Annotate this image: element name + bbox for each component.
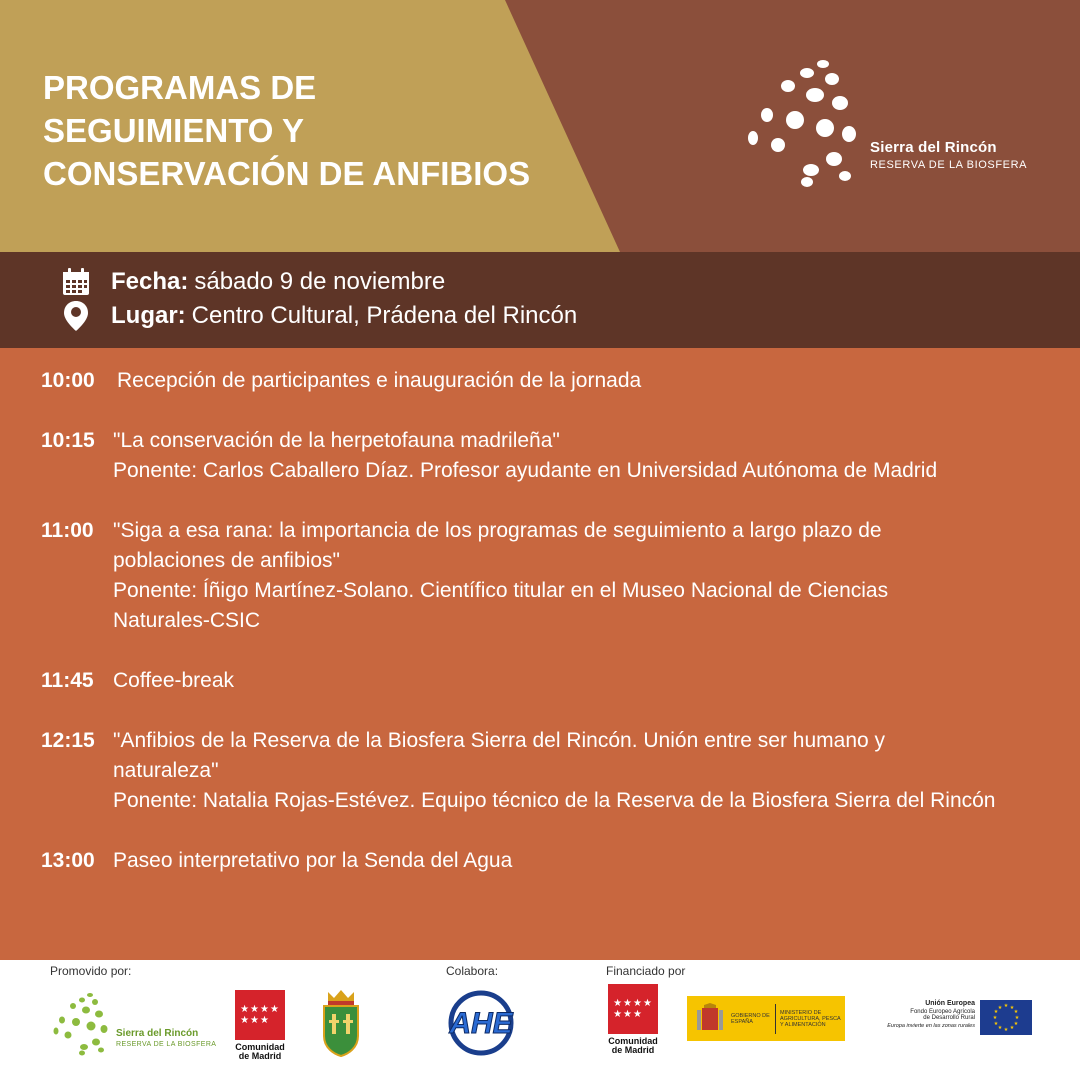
cm-line1: Comunidad — [608, 1036, 658, 1046]
svg-text:AHE: AHE — [449, 1007, 513, 1040]
svg-text:★: ★ — [997, 1005, 1003, 1011]
svg-text:★: ★ — [993, 1021, 999, 1027]
comunidad-de-madrid-logo — [235, 990, 285, 1061]
schedule-time: 12:15 — [41, 729, 95, 752]
green-dots-logo-icon — [52, 990, 112, 1060]
program-schedule — [0, 348, 1080, 960]
madrid-stars-icon: ★★★★ ★★★ — [235, 990, 285, 1040]
svg-text:★: ★ — [1003, 1027, 1009, 1033]
schedule-line: Naturales-CSIC — [113, 609, 261, 632]
eu-line3: Europa invierte en las zonas rurales — [887, 1023, 975, 1029]
schedule-line: Ponente: Carlos Caballero Díaz. Profesor ayudante en Universidad Autónoma de Madrid — [113, 459, 938, 482]
cm-line2: de Madrid — [611, 1045, 655, 1055]
header-banner — [0, 0, 1080, 252]
logo-name: Sierra del Rincón — [870, 139, 997, 156]
schedule-line: "La conservación de la herpetofauna madrileña" — [113, 429, 560, 452]
schedule-item — [41, 666, 1033, 696]
ministerio-text: MINISTERIO DE AGRICULTURA, PESCA Y ALIMENTACIÓN — [780, 1009, 841, 1028]
svg-text:★: ★ — [1013, 1021, 1019, 1027]
dots-logo-icon — [745, 55, 865, 195]
cm-line2: de Madrid — [238, 1051, 282, 1061]
date-row — [60, 265, 445, 299]
sierra-del-rincon-logo — [745, 55, 1045, 195]
sierra-del-rincon-footer-logo — [52, 990, 222, 1060]
date-value: sábado 9 de noviembre — [194, 268, 446, 295]
svg-text:★: ★ — [1009, 1005, 1015, 1011]
schedule-line: naturaleza" — [113, 759, 219, 782]
colabora-label: Colabora: — [446, 964, 499, 978]
title-line: CONSERVACIÓN DE ANFIBIOS — [43, 155, 531, 192]
title-line: SEGUIMIENTO Y — [43, 112, 305, 149]
schedule-item — [41, 516, 1033, 636]
ministerio-logo — [687, 996, 845, 1041]
calendar-icon — [60, 266, 92, 298]
schedule-line: Coffee-break — [113, 669, 235, 692]
schedule-time: 13:00 — [41, 849, 95, 872]
schedule-time: 11:45 — [41, 669, 94, 692]
date-label: Fecha: — [111, 268, 189, 295]
svg-text:★: ★ — [1003, 1003, 1009, 1009]
comunidad-de-madrid-logo — [608, 984, 658, 1055]
gobierno-text: GOBIERNO DE ESPAÑA — [731, 1012, 770, 1025]
spain-coat-of-arms-icon — [693, 1002, 727, 1036]
svg-text:★: ★ — [992, 1015, 998, 1021]
svg-text:★: ★ — [1013, 1009, 1019, 1015]
cm-line1: Comunidad — [235, 1042, 285, 1052]
svg-text:★: ★ — [993, 1009, 999, 1015]
schedule-line: Paseo interpretativo por la Senda del Agua — [113, 849, 513, 872]
event-info-bar — [0, 252, 1080, 348]
schedule-line: Ponente: Íñigo Martínez-Solano. Científico titular en el Museo Nacional de Ciencias — [113, 579, 889, 602]
svg-text:★: ★ — [1014, 1015, 1020, 1021]
pradena-coat-of-arms-icon — [320, 988, 362, 1063]
schedule-line: poblaciones de anfibios" — [113, 549, 340, 572]
schedule-time: 10:00 — [41, 369, 95, 392]
schedule-item — [41, 366, 1033, 396]
schedule-time: 10:15 — [41, 429, 95, 452]
place-value: Centro Cultural, Prádena del Rincón — [191, 302, 578, 329]
footer-logo-name: Sierra del Rincón — [116, 1028, 199, 1039]
svg-text:★: ★ — [1009, 1025, 1015, 1031]
logo-subtitle: RESERVA DE LA BIOSFERA — [870, 159, 1028, 171]
madrid-stars-icon: ★★★★ ★★★ — [608, 984, 658, 1034]
schedule-line: Recepción de participantes e inauguración de la jornada — [117, 369, 642, 392]
schedule-item — [41, 846, 1033, 876]
place-row — [60, 299, 577, 333]
sponsors-footer — [0, 960, 1080, 1080]
schedule-time: 11:00 — [41, 519, 94, 542]
promovido-label: Promovido por: — [50, 964, 132, 978]
eu-flag-icon — [980, 1000, 1032, 1040]
footer-logo-subtitle: RESERVA DE LA BIOSFERA — [116, 1041, 217, 1048]
financiado-label: Financiado por — [606, 964, 686, 978]
svg-text:★: ★ — [997, 1025, 1003, 1031]
eu-title: Unión Europea — [925, 1000, 975, 1007]
schedule-item — [41, 426, 1033, 486]
schedule-line: "Anfibios de la Reserva de la Biosfera Sierra del Rincón. Unión entre ser humano y — [113, 729, 886, 752]
place-label: Lugar: — [111, 302, 186, 329]
page-title — [43, 66, 603, 195]
title-line: PROGRAMAS DE — [43, 69, 317, 106]
eu-line1: Fondo Europeo Agrícola — [910, 1009, 975, 1015]
ahe-logo-icon — [446, 988, 516, 1063]
schedule-line: "Siga a esa rana: la importancia de los programas de seguimiento a largo plazo de — [113, 519, 882, 542]
schedule-line: Ponente: Natalia Rojas-Estévez. Equipo técnico de la Reserva de la Biosfera Sierra del Rincón — [113, 789, 996, 812]
schedule-item — [41, 726, 1033, 816]
eu-text-block — [870, 1000, 975, 1029]
eu-line2: de Desarrollo Rural — [923, 1015, 975, 1021]
location-pin-icon — [60, 300, 92, 332]
